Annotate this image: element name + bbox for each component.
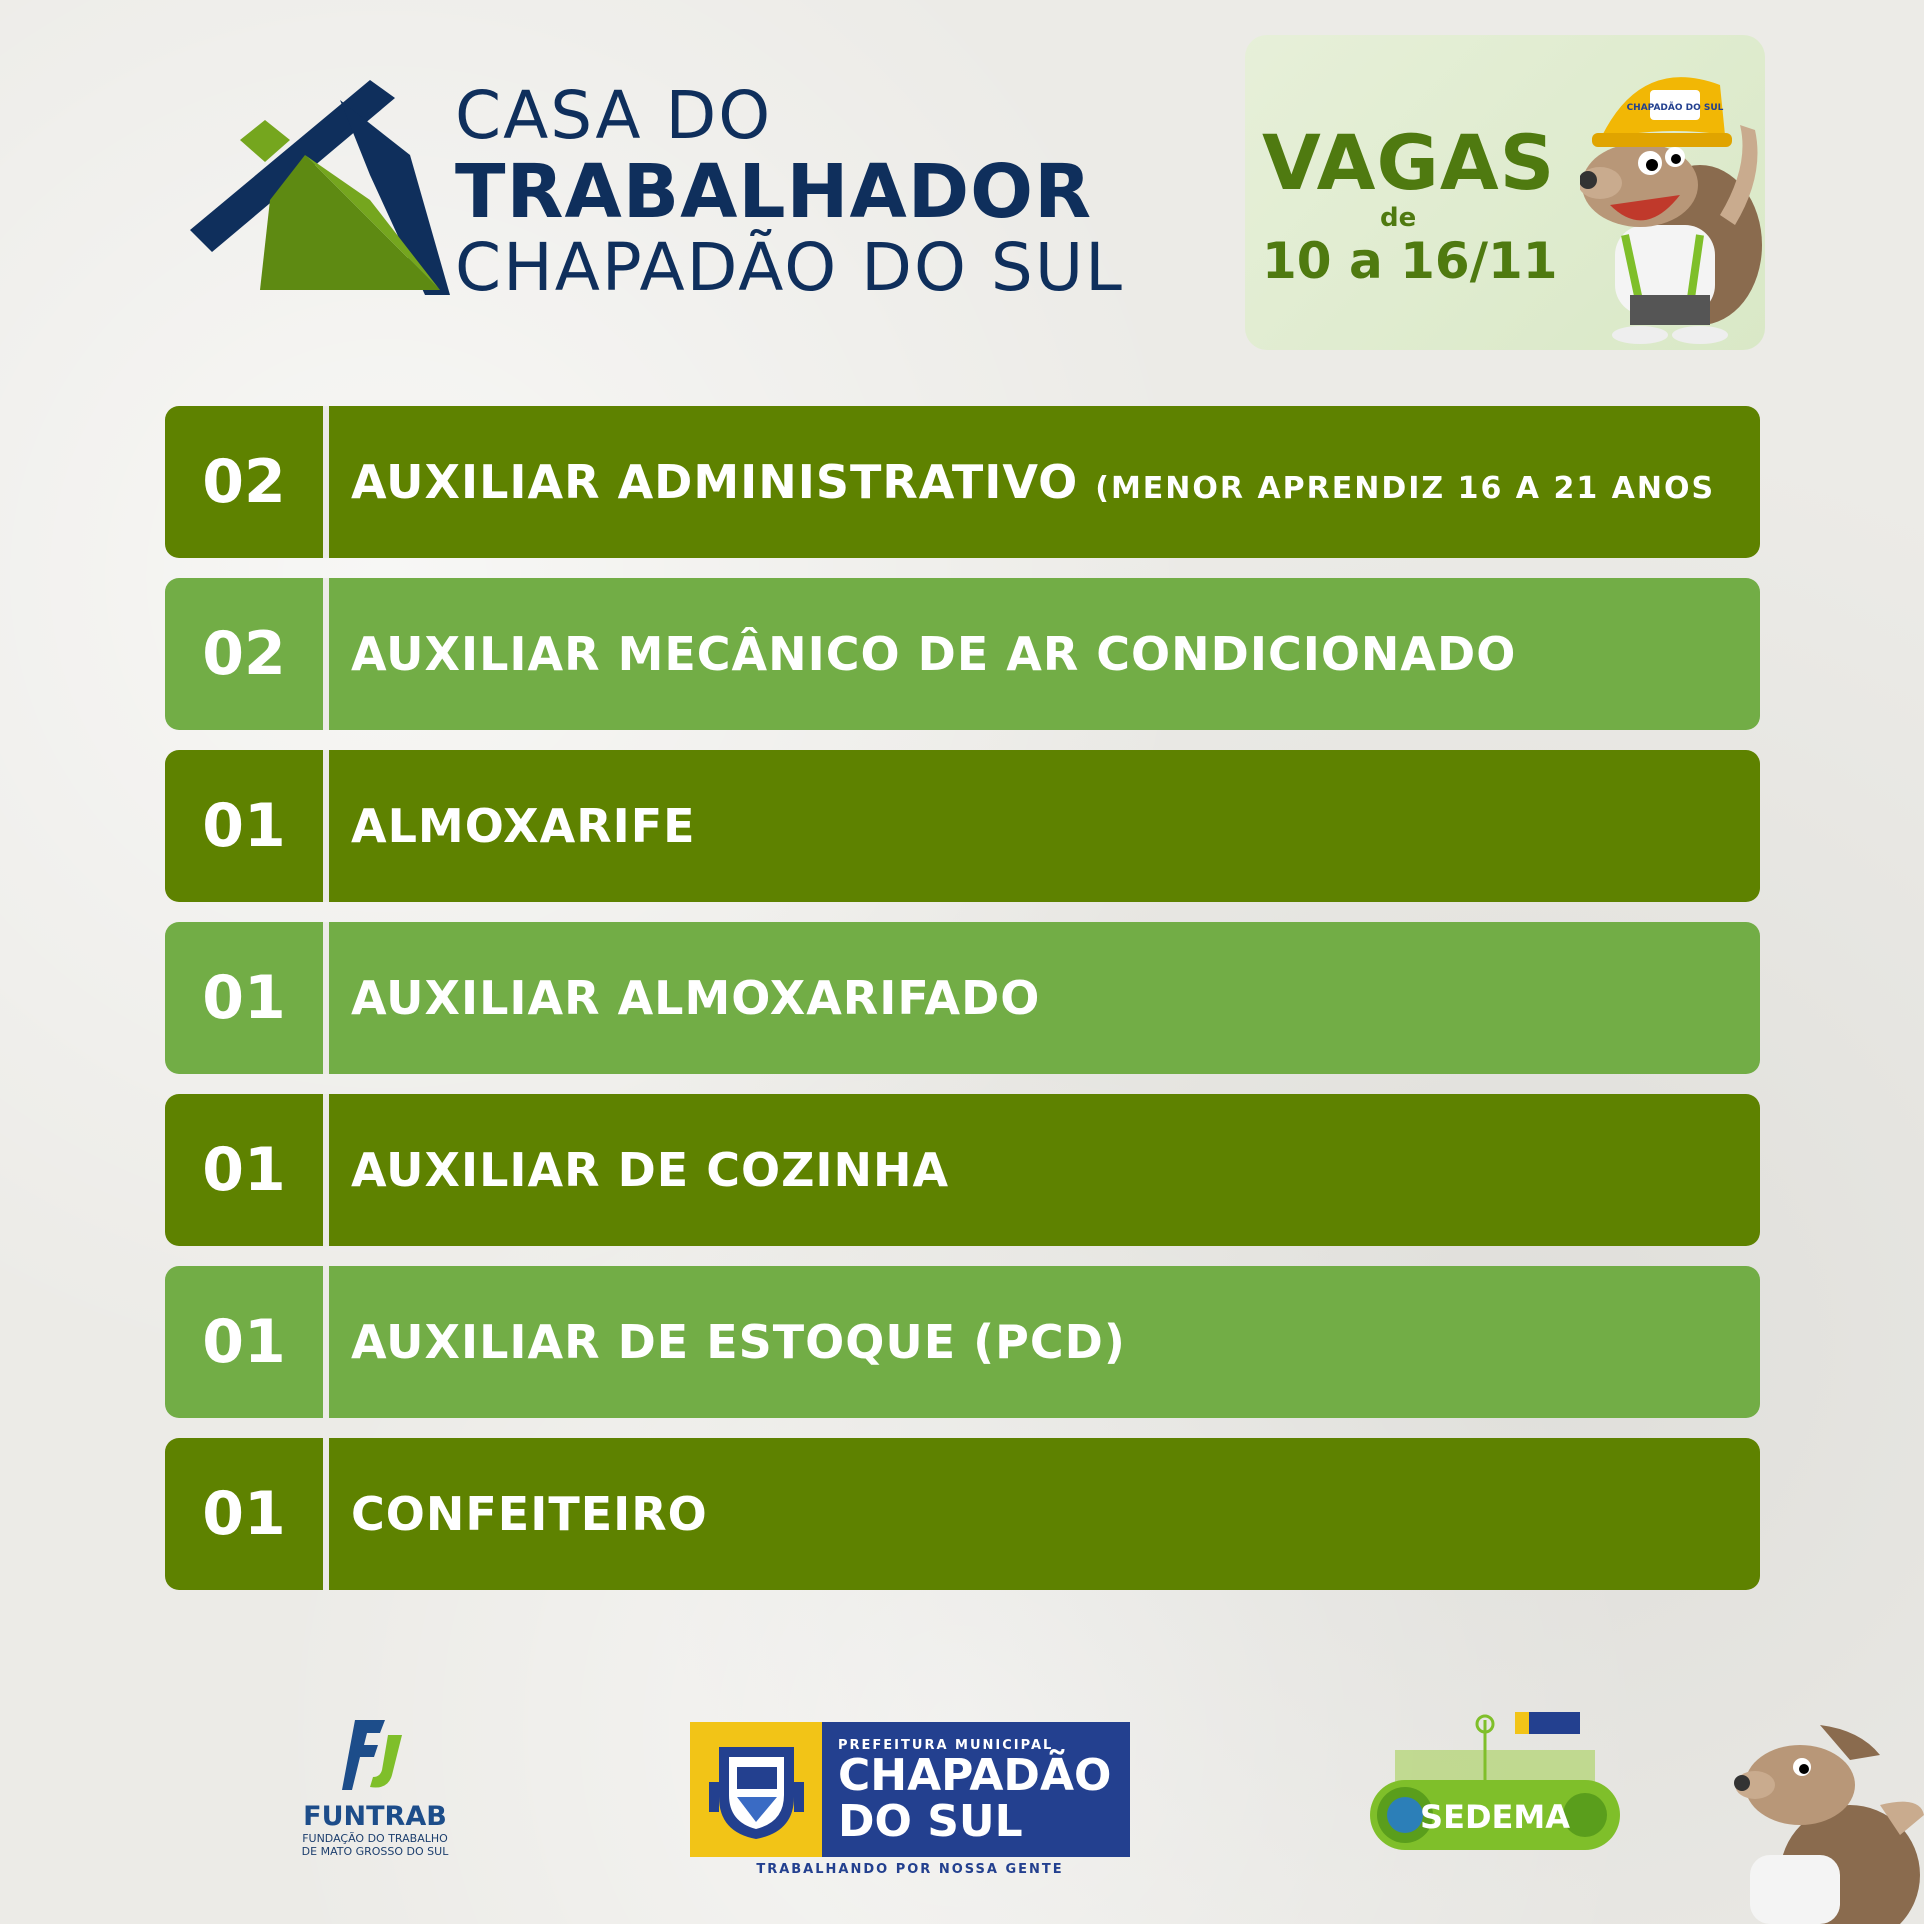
- city-crest-icon: [709, 1737, 804, 1842]
- job-row: [165, 578, 1760, 730]
- sedema-text: SEDEMA: [1420, 1798, 1570, 1836]
- job-title: AUXILIAR MECÂNICO DE AR CONDICIONADO: [351, 627, 1517, 681]
- job-row: [165, 1438, 1760, 1590]
- job-row: [165, 406, 1760, 558]
- job-title: [329, 455, 1715, 509]
- job-row: [165, 1094, 1760, 1246]
- job-quantity: 01: [202, 791, 286, 861]
- vagas-dates: 10 a 16/11: [1262, 232, 1558, 290]
- job-row: [165, 1266, 1760, 1418]
- job-title-text: AUXILIAR ADMINISTRATIVO: [351, 455, 1079, 509]
- logo-line-casa-do: CASA DO: [455, 77, 773, 154]
- city-crest: [690, 1722, 822, 1857]
- armadillo-mascot-icon: [1580, 45, 1765, 345]
- casa-do-trabalhador-title: [455, 77, 1124, 306]
- job-row: [165, 922, 1760, 1074]
- prefeitura-label: PREFEITURA MUNICIPAL: [838, 1738, 1054, 1753]
- job-quantity: 01: [202, 1307, 286, 1377]
- job-title-note: (MENOR APRENDIZ 16 A 21 ANOS: [1095, 471, 1716, 506]
- job-title: AUXILIAR DE ESTOQUE (PCD): [351, 1315, 1126, 1369]
- prefeitura-city-line2: DO SUL: [838, 1796, 1023, 1847]
- prefeitura-city-line1: CHAPADÃO: [838, 1750, 1112, 1801]
- funtrab-logo: [290, 1715, 460, 1858]
- armadillo-corner-icon: [1730, 1725, 1924, 1924]
- funtrab-mark-icon: [340, 1715, 410, 1795]
- job-quantity: 01: [202, 1135, 286, 1205]
- job-quantity: 02: [202, 619, 286, 689]
- sedema-logo-icon: [1365, 1710, 1625, 1860]
- job-title: CONFEITEIRO: [351, 1487, 708, 1541]
- job-quantity: 01: [202, 963, 286, 1033]
- vagas-title: VAGAS: [1262, 118, 1556, 207]
- funtrab-subtitle-1: FUNDAÇÃO DO TRABALHO: [302, 1832, 448, 1845]
- job-row: [165, 750, 1760, 902]
- prefeitura-text: [822, 1722, 1111, 1857]
- funtrab-subtitle-2: DE MATO GROSSO DO SUL: [301, 1845, 449, 1858]
- job-title: ALMOXARIFE: [351, 799, 696, 853]
- prefeitura-slogan: TRABALHANDO POR NOSSA GENTE: [756, 1862, 1064, 1877]
- job-quantity: 02: [202, 447, 286, 517]
- job-quantity: 01: [202, 1479, 286, 1549]
- logo-line-trabalhador: TRABALHADOR: [455, 149, 1093, 235]
- hat-text: CHAPADÃO DO SUL: [1626, 103, 1724, 113]
- casa-do-trabalhador-logo-icon: [170, 80, 460, 295]
- job-title: AUXILIAR DE COZINHA: [351, 1143, 950, 1197]
- logo-line-city: CHAPADÃO DO SUL: [455, 229, 1124, 306]
- vagas-de-label: de: [1380, 203, 1417, 233]
- job-title: AUXILIAR ALMOXARIFADO: [351, 971, 1041, 1025]
- prefeitura-logo: [690, 1722, 1130, 1857]
- funtrab-name: FUNTRAB: [303, 1801, 447, 1832]
